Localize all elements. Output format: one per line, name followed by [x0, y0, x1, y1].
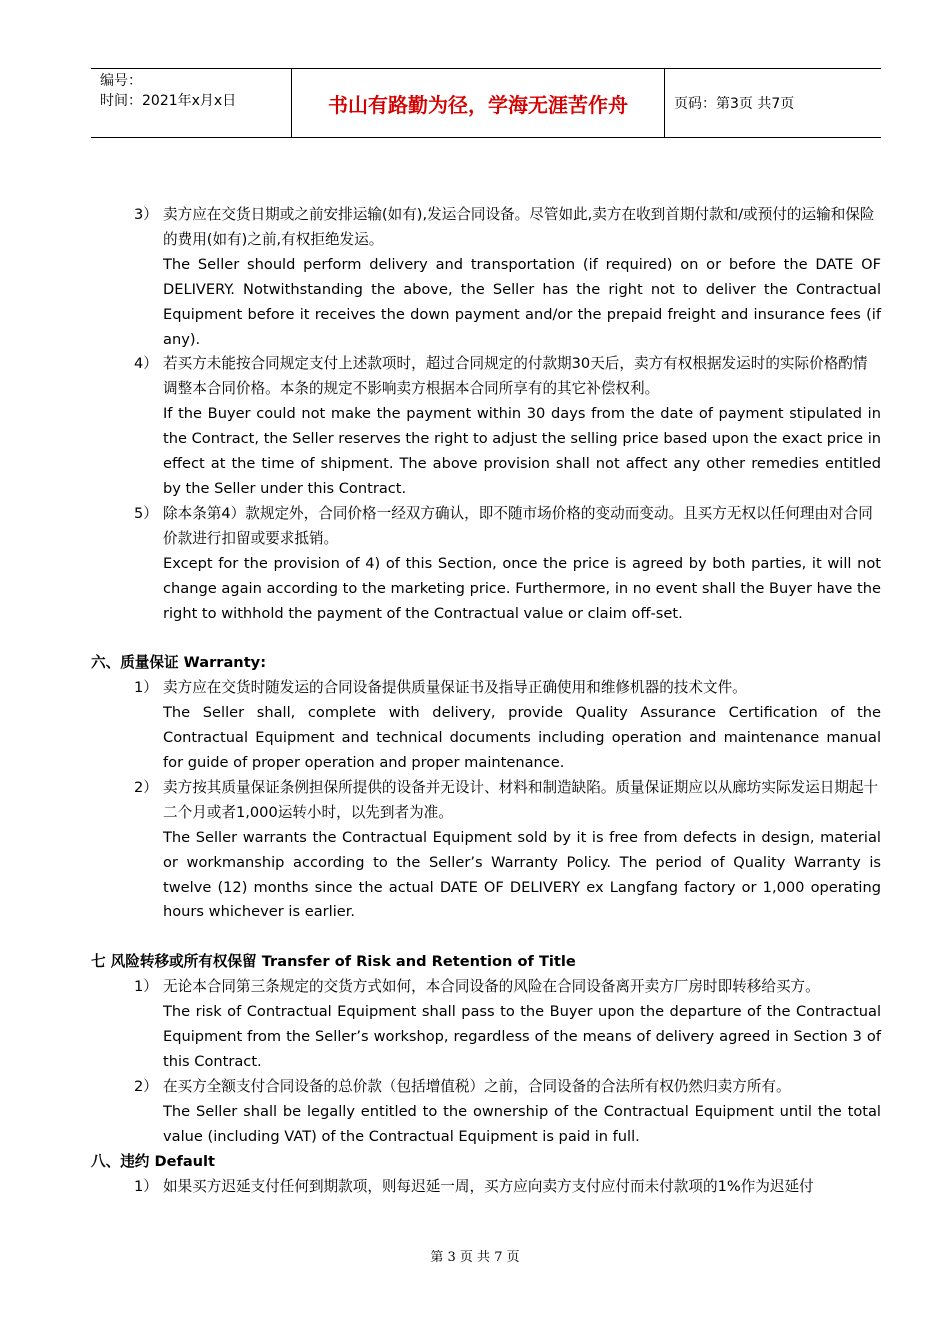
clause-english: Except for the provision of 4) of this Section, once the price is agreed by both parties, it will not change again according to the marketing price. Furthermore, in no event shall the Buyer have the right to withhold the payment of the Contractual value or claim off-set. [163, 554, 881, 622]
clause-item [91, 1075, 881, 1150]
clause-number: 1） [134, 978, 158, 996]
clause-english: The Seller shall be legally entitled to the ownership of the Contractual Equipment until the total value (including VAT) of the Contractual Equipment is paid in full. [163, 1102, 881, 1145]
clause-item [91, 776, 881, 925]
clause-chinese: 在买方全额支付合同设备的总价款（包括增值税）之前，合同设备的合法所有权仍然归卖方所有。 [163, 1077, 791, 1095]
time-label: 时间：2021年x月x日 [100, 93, 237, 109]
clause-english: If the Buyer could not make the payment within 30 days from the date of payment stipulated in the Contract, the Seller reserves the right to adjust the selling price based upon the exact price in effect at the time of shipment. The above provision shall not affect any other remedies entitled by the Seller under this Contract. [163, 405, 881, 497]
section-heading-risk-title: 七 风险转移或所有权保留 Transfer of Risk and Retention of Title [91, 953, 576, 971]
clause-item [91, 203, 881, 352]
clause-english: The Seller shall, complete with delivery, provide Quality Assurance Certification of the Contractual Equipment and technical documents including operation and maintenance manual for guide of proper operation and proper maintenance. [163, 704, 881, 772]
clause-chinese: 除本条第4）款规定外，合同价格一经双方确认，即不随市场价格的变动而变动。且买方无权以任何理由对合同价款进行扣留或要求抵销。 [163, 504, 873, 547]
clause-number: 1） [134, 679, 158, 697]
section-heading-default: 八、违约 Default [91, 1152, 216, 1170]
clause-item [91, 676, 881, 776]
document-body [91, 203, 881, 1199]
motto: 书山有路勤为径，学海无涯苦作舟 [292, 69, 665, 137]
clause-item [91, 1175, 881, 1200]
clause-chinese: 卖方按其质量保证条例担保所提供的设备并无设计、材料和制造缺陷。质量保证期应以从廊坊实际发运日期起十二个月或者1,000运转小时，以先到者为准。 [163, 778, 879, 821]
clause-item [91, 502, 881, 627]
header-table [91, 68, 881, 138]
clause-item [91, 975, 881, 1075]
clause-chinese: 若买方未能按合同规定支付上述款项时，超过合同规定的付款期30天后，卖方有权根据发运时的实际价格酌情调整本合同价格。本条的规定不影响卖方根据本合同所享有的其它补偿权利。 [163, 355, 868, 398]
clause-number: 2） [134, 778, 158, 796]
page-footer: 第 3 页 共 7 页 [430, 1250, 520, 1265]
clause-item [91, 352, 881, 501]
clause-number: 4） [134, 355, 158, 373]
clause-chinese: 如果买方迟延支付任何到期款项，则每迟延一周，买方应向卖方支付应付而未付款项的1%作为迟延付 [163, 1177, 814, 1195]
number-label: 编号： [100, 73, 142, 89]
clause-number: 1） [134, 1177, 158, 1195]
clause-english: The Seller warrants the Contractual Equipment sold by it is free from defects in design, material or workmanship according to the Seller’s Warranty Policy. The period of Quality Warranty is twelve (12) months since the actual DATE OF DELIVERY ex Langfang factory or 1,000 operating hours whichever is earlier. [163, 828, 881, 921]
clause-chinese: 卖方应在交货日期或之前安排运输(如有),发运合同设备。尽管如此,卖方在收到首期付款和/或预付的运输和保险的费用(如有)之前,有权拒绝发运。 [163, 206, 875, 248]
page-info: 页码：第3页 共7页 [674, 96, 795, 112]
clause-chinese: 无论本合同第三条规定的交货方式如何，本合同设备的风险在合同设备离开卖方厂房时即转移给买方。 [163, 978, 820, 996]
clause-number: 5） [134, 504, 158, 522]
clause-english: The risk of Contractual Equipment shall pass to the Buyer upon the departure of the Contractual Equipment from the Seller’s workshop, regardless of the means of delivery agreed in Section 3 of this Contract. [163, 1003, 881, 1070]
header-left-cell [91, 69, 292, 137]
clause-english: The Seller should perform delivery and transportation (if required) on or before the DATE OF DELIVERY. Notwithstanding the above, the Seller has the right not to deliver the Contractual Equipment before it receives the down payment and/or the prepaid freight and insurance fees (if any). [163, 255, 881, 348]
section-heading-warranty: 六、质量保证 Warranty: [91, 654, 267, 672]
clause-number: 2） [134, 1077, 158, 1095]
clause-chinese: 卖方应在交货时随发运的合同设备提供质量保证书及指导正确使用和维修机器的技术文件。 [163, 679, 747, 697]
clause-number: 3） [134, 206, 158, 223]
